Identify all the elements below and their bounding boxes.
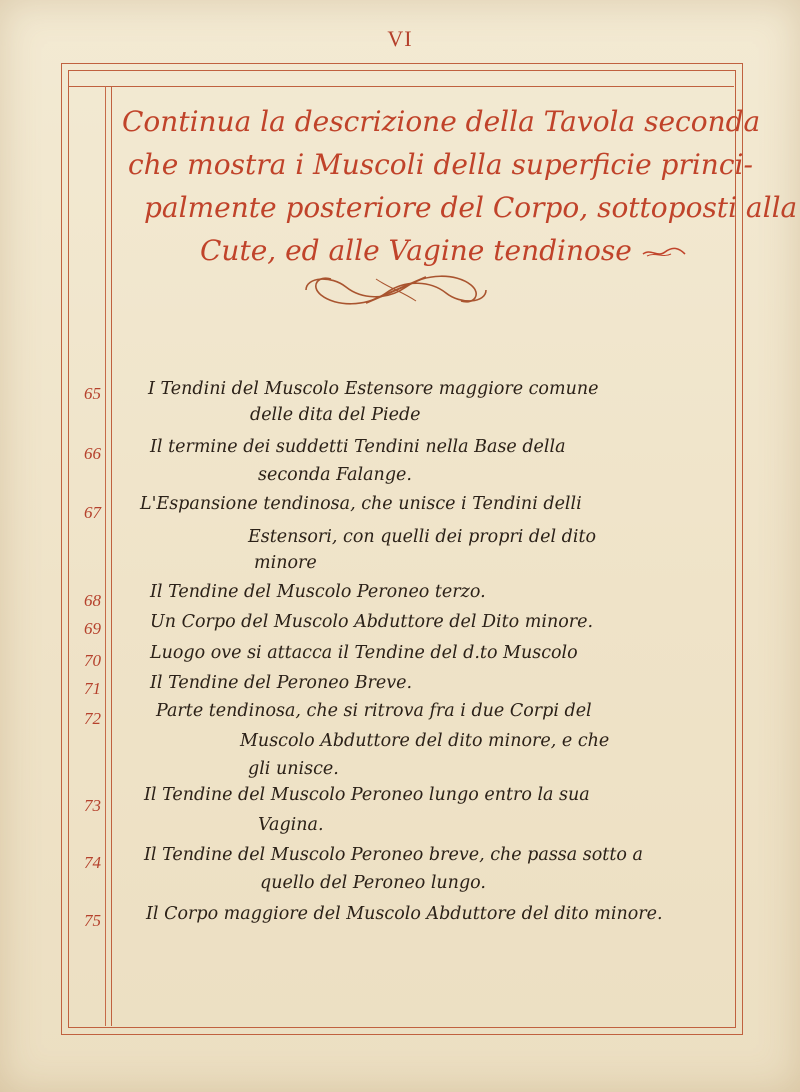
top-rule (68, 86, 734, 87)
entry-line: I Tendini del Muscolo Estensore maggiore comune (148, 379, 599, 399)
entry-number: 71 (84, 679, 101, 698)
entry-line: Luogo ove si attacca il Tendine del d.to Muscolo (150, 643, 578, 663)
entry-line: Estensori, con quelli dei propri del dito (248, 527, 597, 547)
entry-number: 67 (84, 503, 101, 522)
entry-number: 75 (84, 911, 101, 930)
entry-line: Il Tendine del Muscolo Peroneo breve, che passa sotto a (144, 845, 643, 865)
margin-rule-inner (111, 86, 112, 1026)
page-heading (118, 100, 798, 272)
entry-line: Vagina. (258, 815, 324, 835)
entry-line: Il Tendine del Muscolo Peroneo terzo. (150, 582, 486, 602)
entry-number: 72 (84, 709, 101, 728)
entry-line: gli unisce. (248, 759, 339, 779)
entry-line: Il Tendine del Peroneo Breve. (150, 673, 413, 693)
entry-number: 66 (84, 444, 101, 463)
entry-line: Un Corpo del Muscolo Abduttore del Dito minore. (150, 612, 594, 632)
entry-line: Il Tendine del Muscolo Peroneo lungo entro la sua (144, 785, 590, 805)
entry-line: quello del Peroneo lungo. (260, 873, 486, 893)
entry-number: 69 (84, 619, 101, 638)
heading-line-text: Cute, ed alle Vagine tendinose (200, 234, 632, 267)
entry-number: 70 (84, 651, 101, 670)
entry-number: 65 (84, 384, 101, 403)
entry-line: delle dita del Piede (250, 405, 421, 425)
entry-line: Il Corpo maggiore del Muscolo Abduttore del dito minore. (146, 904, 663, 924)
decorative-flourish (296, 265, 496, 315)
entry-line: Muscolo Abduttore del dito minore, e che (240, 731, 610, 751)
entry-line: Il termine dei suddetti Tendini nella Base della (150, 437, 566, 457)
entry-number: 73 (84, 796, 101, 815)
heading-line: che mostra i Muscoli della superficie princi- (128, 148, 753, 181)
entry-number: 68 (84, 591, 101, 610)
heading-line: Continua la descrizione della Tavola seconda (122, 105, 761, 138)
entry-number: 74 (84, 853, 101, 872)
margin-rule-outer (105, 86, 106, 1026)
page-number: VI (387, 26, 413, 51)
entry-line: L'Espansione tendinosa, che unisce i Tendini delli (140, 494, 582, 514)
line-end-flourish (641, 246, 687, 260)
entry-line: Parte tendinosa, che si ritrova fra i due Corpi del (156, 701, 592, 721)
entry-line: seconda Falange. (258, 465, 412, 485)
heading-line: palmente posteriore del Corpo, sottoposti alla (144, 191, 798, 224)
entry-line: minore (254, 553, 317, 573)
